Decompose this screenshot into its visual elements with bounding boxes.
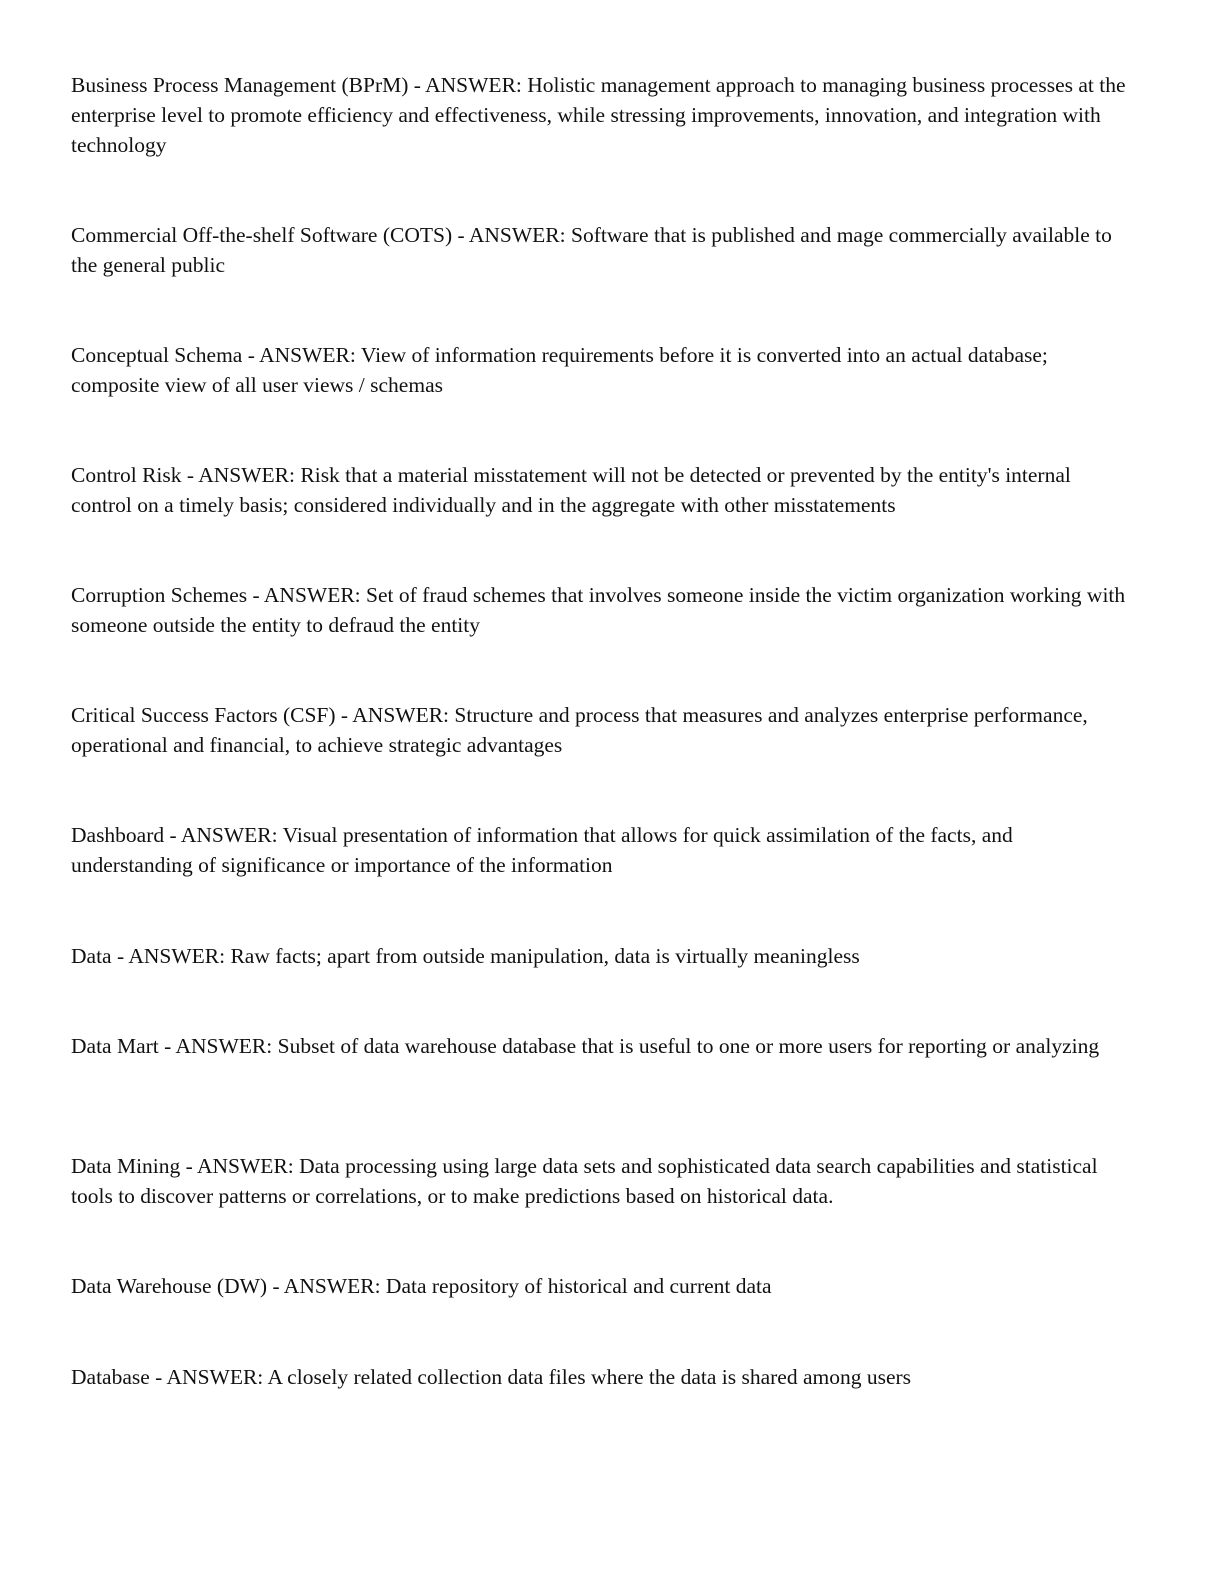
glossary-entry <box>71 700 1131 760</box>
glossary-entry <box>71 1362 1131 1392</box>
glossary-entry <box>71 941 1131 971</box>
glossary-entry <box>71 1271 1131 1301</box>
entry-separator: - ANSWER: <box>247 583 367 607</box>
glossary-entry <box>71 820 1131 880</box>
entry-definition: View of information requirements before it is converted into an actual database; composite view of all user views / schemas <box>71 343 1048 397</box>
glossary-entry <box>71 340 1131 400</box>
entry-definition: Holistic management approach to managing business processes at the enterprise level to promote efficiency and effectiveness, while stressing improvements, innovation, and integration with technology <box>71 73 1126 157</box>
entry-term: Data Mining <box>71 1154 181 1178</box>
entry-definition: Raw facts; apart from outside manipulation, data is virtually meaningless <box>230 944 860 968</box>
entry-term: Control Risk <box>71 463 182 487</box>
glossary-entry <box>71 580 1131 640</box>
entry-definition: Software that is published and mage commercially available to the general public <box>71 223 1112 277</box>
entry-term: Data <box>71 944 112 968</box>
entry-separator: - ANSWER: <box>158 1034 278 1058</box>
entry-term: Commercial Off-the-shelf Software (COTS) <box>71 223 453 247</box>
entry-separator: - ANSWER: <box>111 944 231 968</box>
entry-separator: - ANSWER: <box>452 223 571 247</box>
entry-definition: A closely related collection data files where the data is shared among users <box>267 1365 912 1389</box>
glossary-entry <box>71 460 1131 520</box>
entry-separator: - ANSWER: <box>181 463 301 487</box>
entry-definition: Data repository of historical and current data <box>385 1274 772 1298</box>
entry-term: Dashboard <box>71 823 165 847</box>
entry-separator: - ANSWER: <box>149 1365 268 1389</box>
glossary-entry <box>71 70 1131 160</box>
entry-term: Corruption Schemes <box>71 583 248 607</box>
entry-definition: Risk that a material misstatement will not be detected or prevented by the entity's internal control on a timely basis; considered individually and in the aggregate with other misstatements <box>71 463 1071 517</box>
entry-definition: Set of fraud schemes that involves someone inside the victim organization working with someone outside the entity to defraud the entity <box>71 583 1126 637</box>
entry-separator: - ANSWER: <box>267 1274 386 1298</box>
glossary-entry <box>71 1031 1131 1061</box>
entry-separator: - ANSWER: <box>180 1154 300 1178</box>
entry-term: Conceptual Schema <box>71 343 243 367</box>
glossary-entry <box>71 220 1131 280</box>
entry-separator: - ANSWER: <box>408 73 528 97</box>
entry-definition: Subset of data warehouse database that is useful to one or more users for reporting or analyzing <box>277 1034 1100 1058</box>
entry-term: Critical Success Factors (CSF) <box>71 703 336 727</box>
entry-term: Data Mart <box>71 1034 159 1058</box>
entry-definition: Visual presentation of information that allows for quick assimilation of the facts, and understanding of significance or importance of the information <box>71 823 1013 877</box>
entry-separator: - ANSWER: <box>335 703 455 727</box>
entry-separator: - ANSWER: <box>242 343 361 367</box>
entry-term: Database <box>71 1365 150 1389</box>
entry-separator: - ANSWER: <box>164 823 283 847</box>
entry-definition: Data processing using large data sets and sophisticated data search capabilities and statistical tools to discover patterns or correlations, or to make predictions based on historical data. <box>71 1154 1098 1208</box>
entry-term: Data Warehouse (DW) <box>71 1274 268 1298</box>
entry-term: Business Process Management (BPrM) <box>71 73 409 97</box>
entry-definition: Structure and process that measures and analyzes enterprise performance, operational and financial, to achieve strategic advantages <box>71 703 1088 757</box>
glossary-entry <box>71 1151 1131 1211</box>
